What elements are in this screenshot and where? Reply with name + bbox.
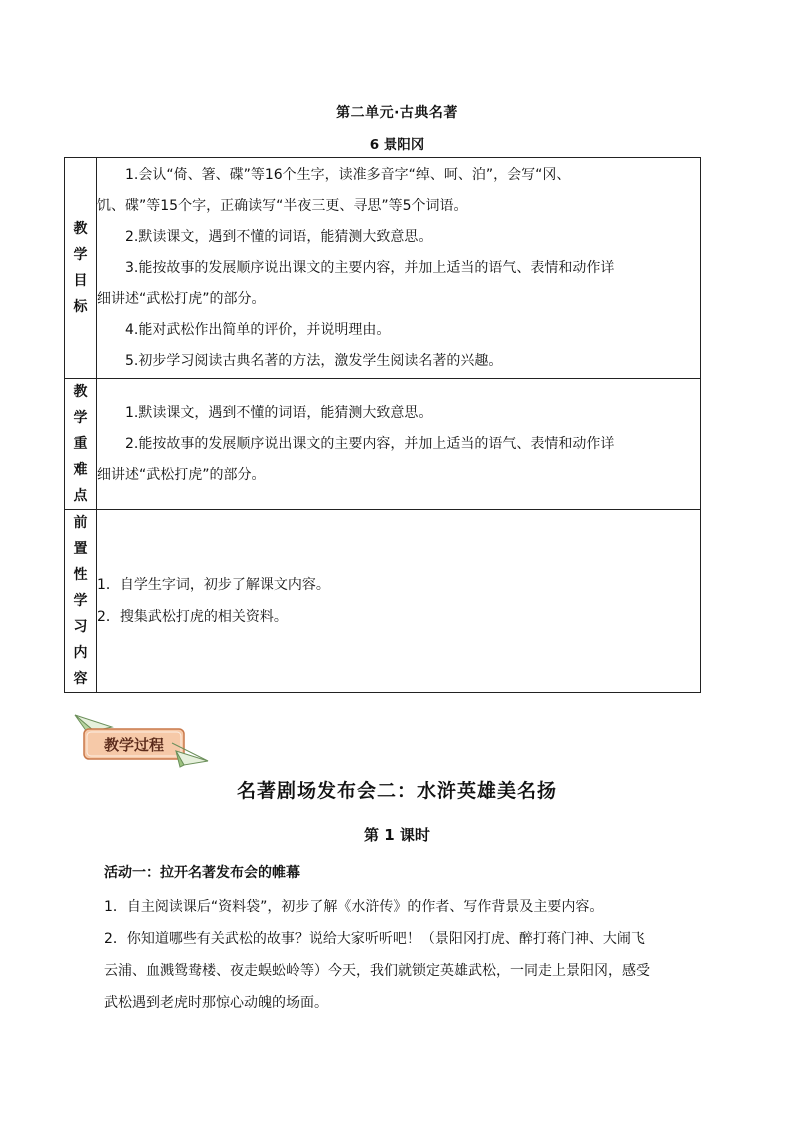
preview-header: 前 置 性 学 习 内 容 (65, 510, 97, 693)
section-title: 名著剧场发布会二：水浒英雄美名扬 (236, 780, 557, 802)
paragraph-line: 云浦、血溅鸳鸯楼、夜走蜈蚣岭等）今天，我们就锁定英雄武松，一同走上景阳冈，感受 (104, 963, 650, 979)
preview-line: 1．自学生字词，初步了解课文内容。 (97, 577, 330, 593)
table-row-objectives (65, 158, 701, 379)
key-point-line: 2.能按故事的发展顺序说出课文的主要内容，并加上适当的语气、表情和动作详 (125, 435, 615, 452)
lesson-title: 6 景阳冈 (369, 137, 425, 153)
key-points-header: 教 学 重 难 点 (65, 379, 97, 510)
banner-label: 教学过程 (103, 736, 165, 754)
key-point-line: 细讲述“武松打虎”的部分。 (97, 466, 266, 483)
activity-title: 活动一：拉开名著发布会的帷幕 (104, 865, 300, 881)
table-row-key-points (65, 379, 701, 510)
objective-line: 1.会认“倚、箸、碟”等16个生字，读准多音字“绰、呵、泊”，会写“冈、 (125, 166, 571, 183)
objective-line: 4.能对武松作出简单的评价，并说明理由。 (125, 321, 391, 338)
paragraph-line: 武松遇到老虎时那惊心动魄的场面。 (104, 995, 328, 1011)
table-row-preview (65, 510, 701, 693)
teaching-process-banner (72, 713, 212, 768)
period-title: 第 1 课时 (364, 826, 430, 844)
objective-line: 2.默读课文，遇到不懂的词语，能猜测大致意思。 (125, 228, 433, 245)
unit-title: 第二单元·古典名著 (336, 105, 458, 121)
paragraph-line: 2．你知道哪些有关武松的故事？说给大家听听吧！（景阳冈打虎、醉打蒋门神、大闹飞 (104, 931, 645, 947)
key-point-line: 1.默读课文，遇到不懂的词语，能猜测大致意思。 (125, 404, 433, 421)
objective-line: 细讲述“武松打虎”的部分。 (97, 290, 266, 307)
objective-line: 3.能按故事的发展顺序说出课文的主要内容，并加上适当的语气、表情和动作详 (125, 259, 615, 276)
preview-line: 2．搜集武松打虎的相关资料。 (97, 609, 288, 625)
paper-plane-icon (72, 713, 212, 768)
paragraph-line: 1．自主阅读课后“资料袋”，初步了解《水浒传》的作者、写作背景及主要内容。 (104, 899, 604, 915)
lesson-plan-table (64, 157, 701, 693)
preview-content (97, 510, 701, 693)
objectives-header: 教 学 目 标 (65, 158, 97, 379)
key-points-content (97, 379, 701, 510)
objective-line: 5.初步学习阅读古典名著的方法，激发学生阅读名著的兴趣。 (125, 352, 503, 369)
objectives-content (97, 158, 701, 379)
objective-line: 饥、碟”等15个字，正确读写“半夜三更、寻思”等5个词语。 (97, 197, 468, 214)
